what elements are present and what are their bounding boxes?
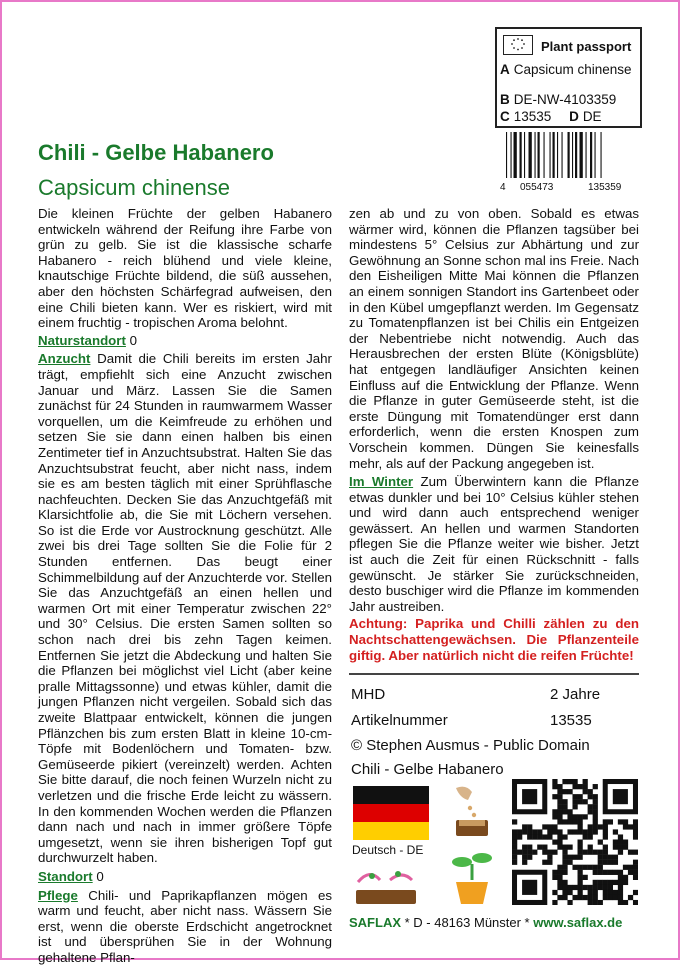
passport-value-a: Capsicum chinense — [513, 62, 632, 77]
passport-value-b: DE-NW-4103359 — [513, 92, 617, 107]
barcode-digit-group-1: 055473 — [520, 182, 554, 193]
naturstandort-heading: Naturstandort — [38, 332, 126, 348]
anzucht-heading: Anzucht — [38, 351, 91, 367]
passport-value-d: DE — [582, 109, 602, 124]
passport-letter-b: B — [500, 92, 510, 107]
intro-text: Die kleinen Früchte der gelben Habanero entwickeln während der Reifung ihre Farbe von grün zu gelb. Sie ist die klassische scharfe Habanero - reich blühend und viele kleine, knautschige Früchte bildend, die süß aussehen, aber den höchsten Schärfegrad aufweisen, den eine Chili bieten kann. Wer es riskiert, wird mit einem fruchtig - tropischen Aroma belohnt. — [38, 206, 332, 331]
passport-value-c: 13535 — [513, 109, 552, 124]
text-column-left — [38, 206, 332, 966]
naturstandort-value: 0 — [129, 332, 138, 348]
flag-stripe-black — [353, 786, 429, 804]
qr-code — [512, 779, 638, 905]
product-latin-name: Capsicum chinense — [38, 175, 230, 200]
product-name-small: Chili - Gelbe Habanero — [351, 761, 504, 778]
passport-title: Plant passport — [541, 39, 632, 54]
barcode-digit-group-2: 135359 — [588, 182, 622, 193]
pflege-text-part1: Chili- und Paprikapflanzen mögen es warm und feucht, aber nicht nass. Wässern Sie erst, wenn die oberste Erdschicht angetrocknet ist und übersprühen Sie in der Wohnung gehaltene Pflan- — [38, 887, 332, 965]
passport-row-a — [500, 62, 632, 77]
anzucht-text: Damit die Chili bereits im ersten Jahr trägt, empfiehlt sich eine Anzucht zwischen Januar und März. Lassen Sie die Samen zunächst für 24 Stunden in raumwarmem Wasser vorquellen, um die Keimfreude zu erhöhen und setzen Sie sie dann einen halben bis einen Zentimeter tief in Anzuchtsubstrat. Halten Sie das Anzuchtsubstrat feucht, aber nicht nass, indem sie es am besten täglich mit einer Sprühflasche nachfeuchten. Decken Sie das Anzuchtgefäß mit Klarsichtfolie ab, die Sie mit Löchern versehen. So ist die Erde vor Austrocknung geschützt. Alle zwei bis drei Tage sollten Sie die Folie für 2 Stunden entfernen. Das beugt einer Schimmelbildung auf der Anzuchterde vor. Stellen Sie das Anzuchtgefäß an einen hellen und warmen Ort mit einer Temperatur zwischen 22° und 30° Celsius. Die ersten Samen sollten so schon nach drei bis zehn Tagen keimen. Entfernen Sie jetzt die Abdeckung und halten Sie die Pflanzen bei möglichst viel Licht (aber keine pralle Mittagssonne) und etwas kühler, damit die jungen Pflanzen nicht vergeilen. Sobald sich das zweite Blattpaar entwickelt, können die jungen Pflänzchen bis zum ersten Blatt in kleine 10-cm-Töpfe mit Bodenlöchern und Tomaten- bzw. Gemüseerde pikiert (vereinzelt) werden. Achten Sie bitte darauf, die noch feinen Wurzeln nicht zu verletzen und die frische Erde leicht zu wässern. In den kommenden Wochen werden die Pflanzen dann nach und nach in immer größere Töpfe umgesetzt, wenn sie ihren bisherigen Topf gut durchwurzelt haben. — [38, 351, 332, 866]
winter-heading: Im Winter — [349, 474, 414, 490]
pflege-section — [38, 888, 332, 966]
anzucht-section — [38, 351, 332, 866]
product-title: Chili - Gelbe Habanero — [38, 140, 274, 165]
passport-row-cd — [500, 109, 602, 124]
mhd-label: MHD — [351, 686, 386, 703]
eu-flag-icon — [503, 35, 533, 55]
text-column-right — [349, 206, 639, 663]
winter-section — [349, 474, 639, 614]
passport-row-b — [500, 92, 616, 107]
standort-line — [38, 869, 332, 885]
passport-letter-c: C — [500, 109, 510, 124]
language-label: Deutsch - DE — [352, 843, 424, 857]
warning-text: Achtung: Paprika und Chilli zählen zu den Nachtschattengewächsen. Die Pflanzenteile giftig. Aber natürlich nicht die reifen Früchte! — [349, 616, 639, 663]
sowing-seeds-icon — [442, 782, 502, 838]
seedlings-icon — [350, 858, 422, 908]
website-link[interactable]: www.saflax.de — [533, 915, 623, 930]
standort-heading: Standort — [38, 868, 93, 884]
standort-value: 0 — [96, 868, 104, 884]
barcode — [500, 132, 638, 178]
passport-letter-a: A — [500, 62, 510, 77]
article-number-label: Artikelnummer — [351, 712, 448, 729]
potted-plant-icon — [444, 846, 500, 908]
mhd-value: 2 Jahre — [550, 686, 601, 703]
divider-top — [349, 673, 639, 675]
address: * D - 48163 Münster * — [401, 915, 534, 930]
flag-stripe-red — [353, 804, 429, 822]
pflege-text-part2: zen ab und zu von oben. Sobald es etwas wärmer wird, können die Pflanzen tagsüber bei mindestens 5° Celsius zur Abhärtung und zur Gewöhnung an Sonne schon mal ins Freie. Nach den Eisheiligen Mitte Mai können die Pflanzen an einem sonnigen Standort ins Gartenbeet oder in den Kübel umgepflanzt werden. Im Gegensatz zu Tomatenpflanzen ist bei Chilis ein Entgeizen der Nebentriebe nicht notwendig. Auch das Herausbrechen der ersten Blüte (Königsblüte) hat entgegen landläufiger Ansichten keinen Einfluss auf die Entwicklung der Pflanze. Wenn die Pflanze in guter Gemüseerde steht, ist die erste Düngung mit Tomatendünger erst dann erforderlich, wenn die ersten Knospen zum Vorschein kommen. Düngen Sie keinesfalls mehr, als auf der Packung angegeben ist. — [349, 206, 639, 471]
barcode-digit-first: 4 — [500, 182, 506, 193]
footer — [349, 915, 622, 930]
pflege-heading: Pflege — [38, 887, 78, 903]
german-flag-icon — [353, 786, 429, 840]
plant-passport — [495, 27, 642, 128]
winter-text: Zum Überwintern kann die Pflanze etwas dunkler und bei 10° Celsius kühler stehen und wird dann auch entsprechend weniger gewässert. An hellen und warmen Standorten pflegen Sie die Pflanze weiter wie bisher. Jetzt ist auch die Zeit für einen Rückschnitt - falls gewünscht. Je stärker Sie zurückschneiden, desto buschiger wird die Pflanze im kommenden Jahr austreiben. — [349, 474, 639, 614]
naturstandort-line — [38, 333, 332, 349]
brand-name: SAFLAX — [349, 915, 401, 930]
flag-stripe-gold — [353, 822, 429, 840]
passport-letter-d: D — [569, 109, 579, 124]
article-number-value: 13535 — [550, 712, 592, 729]
image-copyright: © Stephen Ausmus - Public Domain — [351, 737, 590, 754]
